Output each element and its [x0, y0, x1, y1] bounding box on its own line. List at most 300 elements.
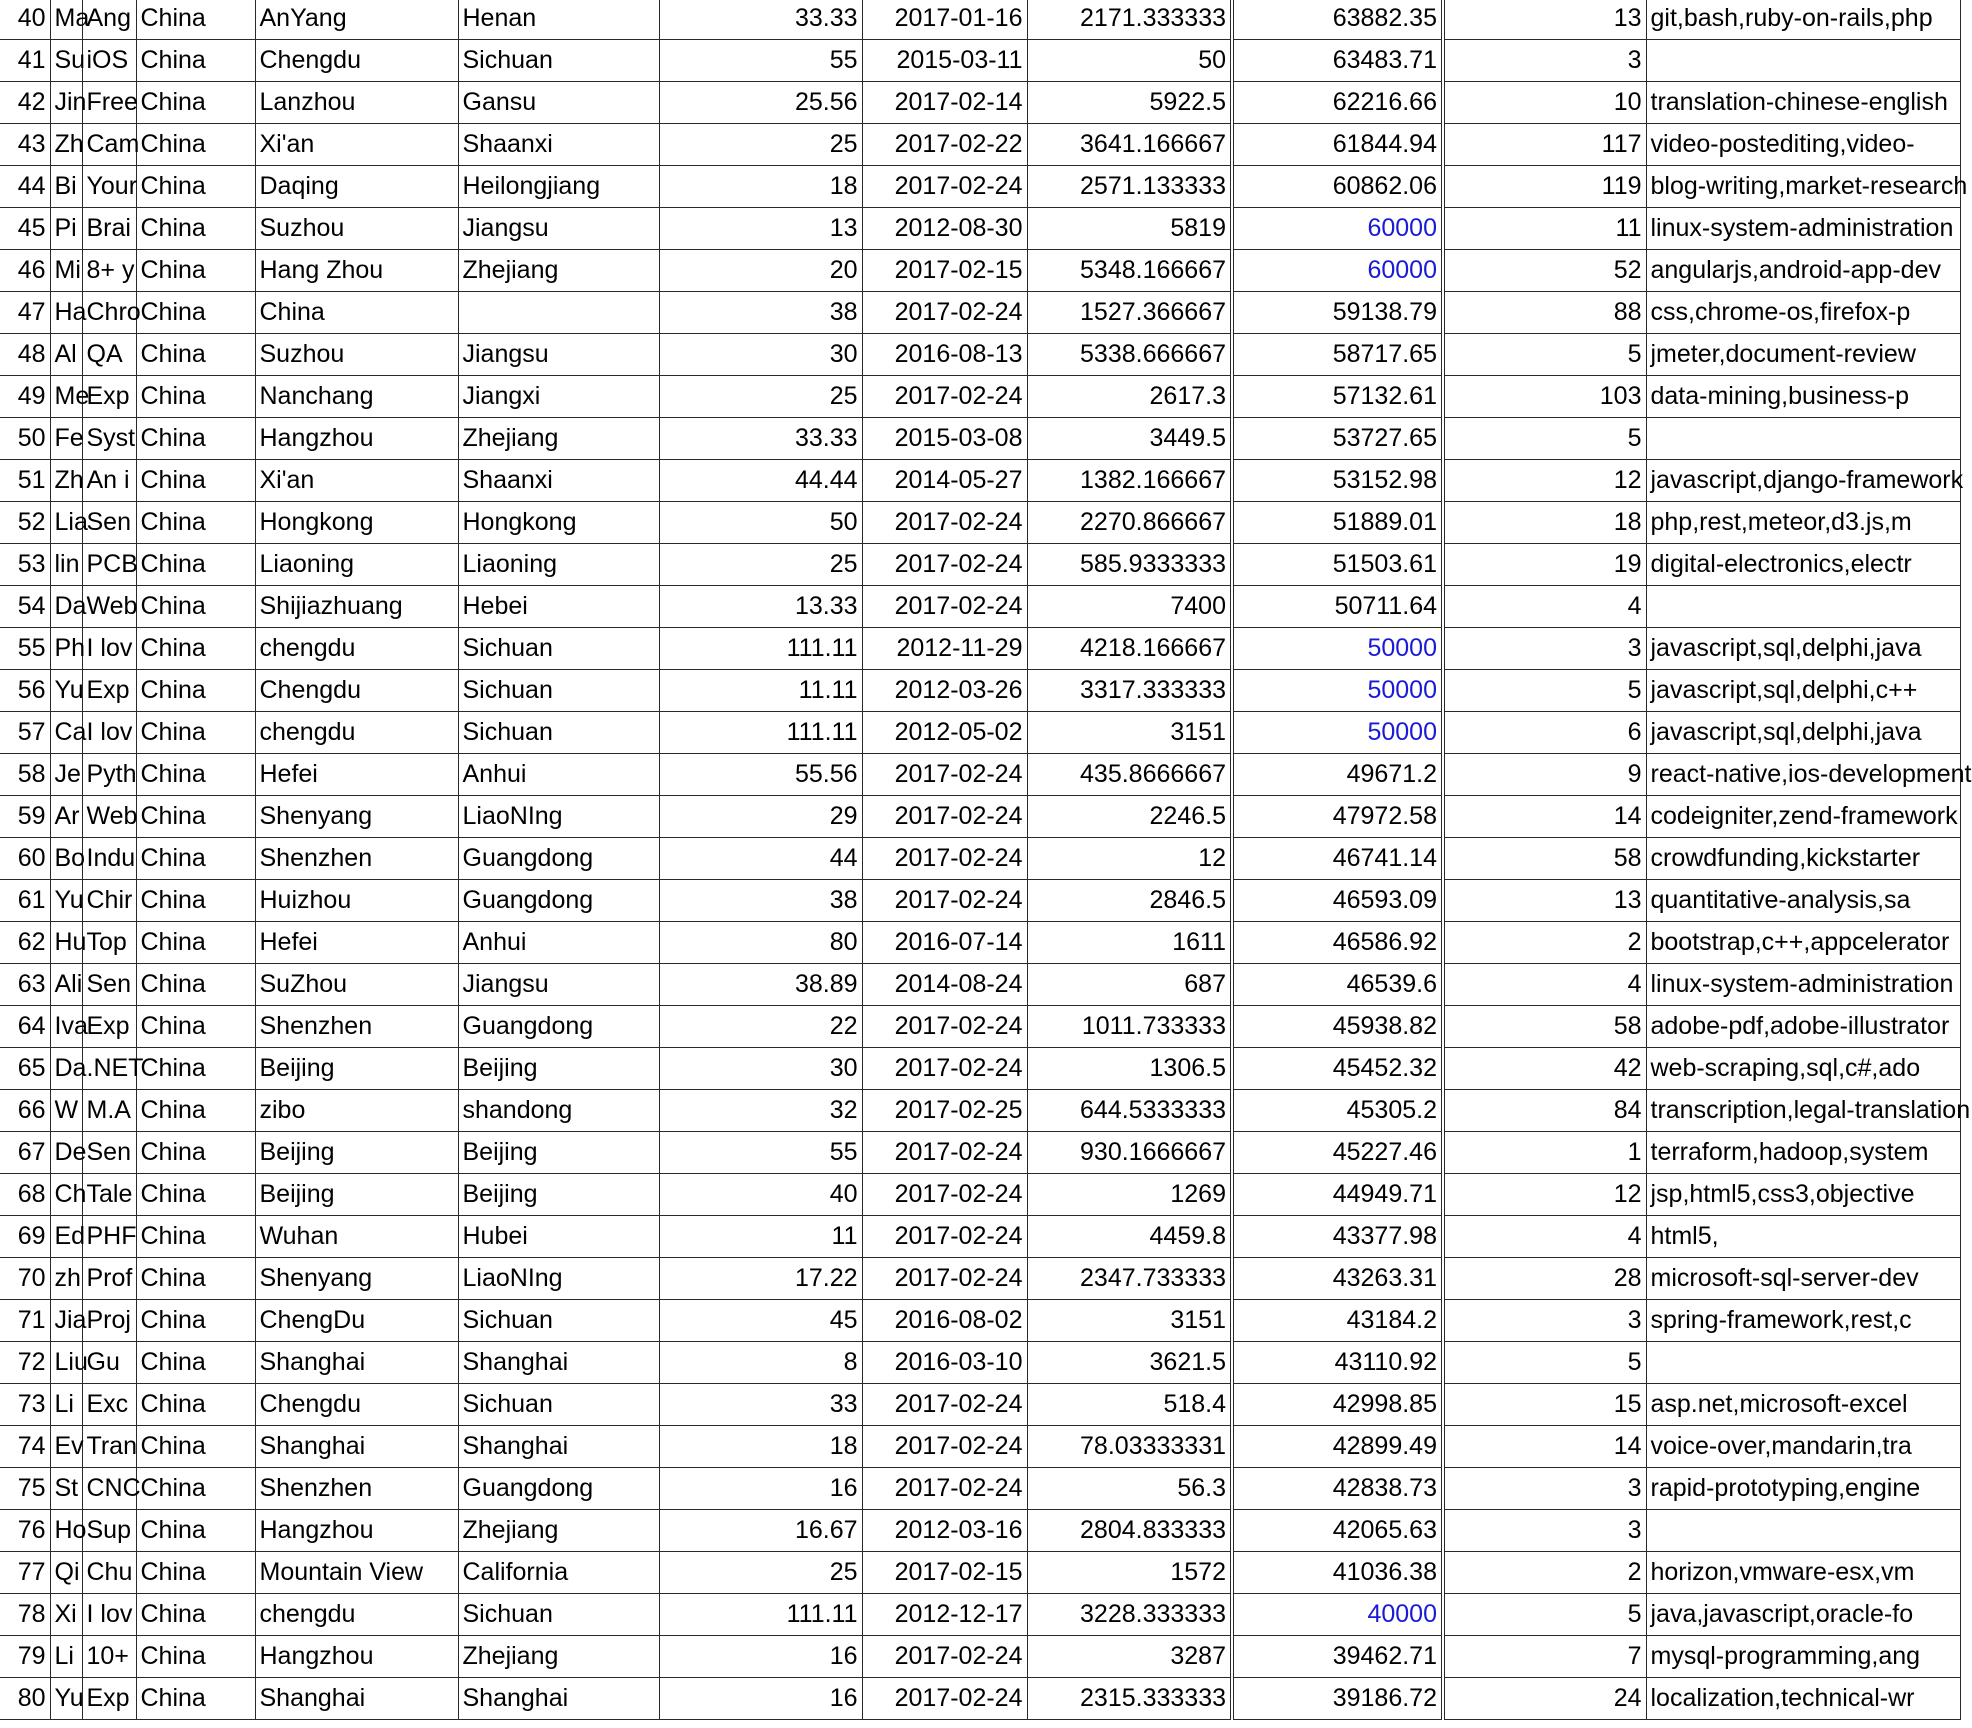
city-cell[interactable]: Shenyang: [255, 1258, 458, 1300]
table-row[interactable]: [0, 628, 1960, 670]
row-number-cell[interactable]: 60: [0, 838, 50, 880]
skills-cell[interactable]: javascript,django-framework: [1646, 460, 1960, 502]
province-cell[interactable]: Zhejiang: [458, 1510, 659, 1552]
hours-cell[interactable]: 3287: [1027, 1636, 1232, 1678]
skills-cell[interactable]: jmeter,document-review: [1646, 334, 1960, 376]
name-cell[interactable]: Je: [50, 754, 82, 796]
jobs-cell[interactable]: 4: [1443, 964, 1646, 1006]
table-row[interactable]: [0, 1426, 1960, 1468]
hourly-rate-cell[interactable]: 13.33: [659, 586, 862, 628]
city-cell[interactable]: Daqing: [255, 166, 458, 208]
name-cell[interactable]: Pi: [50, 208, 82, 250]
earnings-cell[interactable]: 42838.73: [1232, 1468, 1443, 1510]
jobs-cell[interactable]: 2: [1443, 922, 1646, 964]
table-row[interactable]: [0, 880, 1960, 922]
table-row[interactable]: [0, 1090, 1960, 1132]
hourly-rate-cell[interactable]: 20: [659, 250, 862, 292]
table-row[interactable]: [0, 166, 1960, 208]
hours-cell[interactable]: 4218.166667: [1027, 628, 1232, 670]
date-cell[interactable]: 2016-07-14: [862, 922, 1027, 964]
table-row[interactable]: [0, 1132, 1960, 1174]
province-cell[interactable]: Hongkong: [458, 502, 659, 544]
name-cell[interactable]: Ho: [50, 1510, 82, 1552]
title-cell[interactable]: Exp: [82, 1678, 136, 1720]
city-cell[interactable]: Lanzhou: [255, 82, 458, 124]
hourly-rate-cell[interactable]: 38.89: [659, 964, 862, 1006]
city-cell[interactable]: chengdu: [255, 1594, 458, 1636]
jobs-cell[interactable]: 14: [1443, 796, 1646, 838]
name-cell[interactable]: Da: [50, 586, 82, 628]
country-cell[interactable]: China: [136, 712, 255, 754]
name-cell[interactable]: Su: [50, 40, 82, 82]
name-cell[interactable]: Zh: [50, 460, 82, 502]
country-cell[interactable]: China: [136, 1132, 255, 1174]
skills-cell[interactable]: crowdfunding,kickstarter: [1646, 838, 1960, 880]
row-number-cell[interactable]: 74: [0, 1426, 50, 1468]
hours-cell[interactable]: 1527.366667: [1027, 292, 1232, 334]
hours-cell[interactable]: 2315.333333: [1027, 1678, 1232, 1720]
jobs-cell[interactable]: 19: [1443, 544, 1646, 586]
name-cell[interactable]: Ali: [50, 964, 82, 1006]
name-cell[interactable]: Ch: [50, 1174, 82, 1216]
country-cell[interactable]: China: [136, 670, 255, 712]
jobs-cell[interactable]: 28: [1443, 1258, 1646, 1300]
country-cell[interactable]: China: [136, 1636, 255, 1678]
title-cell[interactable]: An i: [82, 460, 136, 502]
jobs-cell[interactable]: 52: [1443, 250, 1646, 292]
name-cell[interactable]: lin: [50, 544, 82, 586]
skills-cell[interactable]: javascript,sql,delphi,java: [1646, 712, 1960, 754]
earnings-cell[interactable]: 39186.72: [1232, 1678, 1443, 1720]
province-cell[interactable]: Beijing: [458, 1048, 659, 1090]
table-row[interactable]: [0, 1342, 1960, 1384]
country-cell[interactable]: China: [136, 838, 255, 880]
jobs-cell[interactable]: 117: [1443, 124, 1646, 166]
row-number-cell[interactable]: 49: [0, 376, 50, 418]
city-cell[interactable]: Chengdu: [255, 1384, 458, 1426]
earnings-cell[interactable]: 61844.94: [1232, 124, 1443, 166]
title-cell[interactable]: Sen: [82, 964, 136, 1006]
city-cell[interactable]: Shanghai: [255, 1342, 458, 1384]
country-cell[interactable]: China: [136, 1384, 255, 1426]
name-cell[interactable]: Zh: [50, 124, 82, 166]
hourly-rate-cell[interactable]: 38: [659, 880, 862, 922]
city-cell[interactable]: Hefei: [255, 922, 458, 964]
table-row[interactable]: [0, 754, 1960, 796]
city-cell[interactable]: Hangzhou: [255, 418, 458, 460]
hours-cell[interactable]: 2571.133333: [1027, 166, 1232, 208]
table-row[interactable]: [0, 418, 1960, 460]
province-cell[interactable]: Guangdong: [458, 1468, 659, 1510]
skills-cell[interactable]: bootstrap,c++,appcelerator: [1646, 922, 1960, 964]
name-cell[interactable]: zh: [50, 1258, 82, 1300]
hours-cell[interactable]: 5922.5: [1027, 82, 1232, 124]
skills-cell[interactable]: microsoft-sql-server-dev: [1646, 1258, 1960, 1300]
skills-cell[interactable]: adobe-pdf,adobe-illustrator: [1646, 1006, 1960, 1048]
skills-cell[interactable]: javascript,sql,delphi,c++: [1646, 670, 1960, 712]
table-row[interactable]: [0, 40, 1960, 82]
country-cell[interactable]: China: [136, 754, 255, 796]
city-cell[interactable]: Liaoning: [255, 544, 458, 586]
hourly-rate-cell[interactable]: 29: [659, 796, 862, 838]
date-cell[interactable]: 2017-02-24: [862, 1132, 1027, 1174]
earnings-cell[interactable]: 53727.65: [1232, 418, 1443, 460]
row-number-cell[interactable]: 79: [0, 1636, 50, 1678]
hourly-rate-cell[interactable]: 55: [659, 40, 862, 82]
row-number-cell[interactable]: 64: [0, 1006, 50, 1048]
hourly-rate-cell[interactable]: 33: [659, 1384, 862, 1426]
table-row[interactable]: [0, 82, 1960, 124]
date-cell[interactable]: 2012-11-29: [862, 628, 1027, 670]
city-cell[interactable]: SuZhou: [255, 964, 458, 1006]
date-cell[interactable]: 2015-03-08: [862, 418, 1027, 460]
province-cell[interactable]: Sichuan: [458, 40, 659, 82]
city-cell[interactable]: Mountain View: [255, 1552, 458, 1594]
table-row[interactable]: [0, 124, 1960, 166]
hourly-rate-cell[interactable]: 111.11: [659, 1594, 862, 1636]
province-cell[interactable]: Shaanxi: [458, 124, 659, 166]
table-row[interactable]: [0, 250, 1960, 292]
jobs-cell[interactable]: 42: [1443, 1048, 1646, 1090]
province-cell[interactable]: Shanghai: [458, 1342, 659, 1384]
table-row[interactable]: [0, 670, 1960, 712]
province-cell[interactable]: Guangdong: [458, 1006, 659, 1048]
jobs-cell[interactable]: 4: [1443, 1216, 1646, 1258]
earnings-cell[interactable]: 42065.63: [1232, 1510, 1443, 1552]
row-number-cell[interactable]: 62: [0, 922, 50, 964]
table-row[interactable]: [0, 1384, 1960, 1426]
title-cell[interactable]: .NET: [82, 1048, 136, 1090]
hours-cell[interactable]: 5338.666667: [1027, 334, 1232, 376]
hourly-rate-cell[interactable]: 55.56: [659, 754, 862, 796]
hourly-rate-cell[interactable]: 17.22: [659, 1258, 862, 1300]
city-cell[interactable]: Hongkong: [255, 502, 458, 544]
row-number-cell[interactable]: 41: [0, 40, 50, 82]
province-cell[interactable]: Beijing: [458, 1174, 659, 1216]
earnings-cell[interactable]: 58717.65: [1232, 334, 1443, 376]
date-cell[interactable]: 2017-02-24: [862, 502, 1027, 544]
title-cell[interactable]: I lov: [82, 1594, 136, 1636]
name-cell[interactable]: Yu: [50, 670, 82, 712]
row-number-cell[interactable]: 57: [0, 712, 50, 754]
name-cell[interactable]: Qi: [50, 1552, 82, 1594]
row-number-cell[interactable]: 73: [0, 1384, 50, 1426]
row-number-cell[interactable]: 70: [0, 1258, 50, 1300]
earnings-cell[interactable]: 43184.2: [1232, 1300, 1443, 1342]
province-cell[interactable]: Sichuan: [458, 1300, 659, 1342]
date-cell[interactable]: 2012-12-17: [862, 1594, 1027, 1636]
jobs-cell[interactable]: 5: [1443, 418, 1646, 460]
hourly-rate-cell[interactable]: 55: [659, 1132, 862, 1174]
country-cell[interactable]: China: [136, 334, 255, 376]
hours-cell[interactable]: 4459.8: [1027, 1216, 1232, 1258]
hourly-rate-cell[interactable]: 25: [659, 544, 862, 586]
hourly-rate-cell[interactable]: 16: [659, 1636, 862, 1678]
date-cell[interactable]: 2016-03-10: [862, 1342, 1027, 1384]
skills-cell[interactable]: rapid-prototyping,engine: [1646, 1468, 1960, 1510]
row-number-cell[interactable]: 61: [0, 880, 50, 922]
country-cell[interactable]: China: [136, 1594, 255, 1636]
row-number-cell[interactable]: 53: [0, 544, 50, 586]
row-number-cell[interactable]: 78: [0, 1594, 50, 1636]
date-cell[interactable]: 2012-05-02: [862, 712, 1027, 754]
country-cell[interactable]: China: [136, 1174, 255, 1216]
hourly-rate-cell[interactable]: 111.11: [659, 628, 862, 670]
hours-cell[interactable]: 2804.833333: [1027, 1510, 1232, 1552]
earnings-cell[interactable]: 46741.14: [1232, 838, 1443, 880]
hours-cell[interactable]: 3228.333333: [1027, 1594, 1232, 1636]
hours-cell[interactable]: 1306.5: [1027, 1048, 1232, 1090]
title-cell[interactable]: Chir: [82, 880, 136, 922]
jobs-cell[interactable]: 10: [1443, 82, 1646, 124]
country-cell[interactable]: China: [136, 502, 255, 544]
country-cell[interactable]: China: [136, 1300, 255, 1342]
row-number-cell[interactable]: 67: [0, 1132, 50, 1174]
province-cell[interactable]: shandong: [458, 1090, 659, 1132]
skills-cell[interactable]: angularjs,android-app-dev: [1646, 250, 1960, 292]
hours-cell[interactable]: 2171.333333: [1027, 0, 1232, 40]
hours-cell[interactable]: 3151: [1027, 712, 1232, 754]
jobs-cell[interactable]: 88: [1443, 292, 1646, 334]
row-number-cell[interactable]: 55: [0, 628, 50, 670]
skills-cell[interactable]: [1646, 586, 1960, 628]
earnings-cell[interactable]: 50711.64: [1232, 586, 1443, 628]
title-cell[interactable]: Tran: [82, 1426, 136, 1468]
title-cell[interactable]: Proj: [82, 1300, 136, 1342]
country-cell[interactable]: China: [136, 376, 255, 418]
title-cell[interactable]: Tale: [82, 1174, 136, 1216]
country-cell[interactable]: China: [136, 1342, 255, 1384]
title-cell[interactable]: Web: [82, 586, 136, 628]
date-cell[interactable]: 2017-02-24: [862, 1678, 1027, 1720]
hours-cell[interactable]: 2270.866667: [1027, 502, 1232, 544]
skills-cell[interactable]: terraform,hadoop,system: [1646, 1132, 1960, 1174]
city-cell[interactable]: Beijing: [255, 1174, 458, 1216]
skills-cell[interactable]: linux-system-administration: [1646, 964, 1960, 1006]
date-cell[interactable]: 2017-02-25: [862, 1090, 1027, 1132]
title-cell[interactable]: Exc: [82, 1384, 136, 1426]
table-row[interactable]: [0, 1636, 1960, 1678]
row-number-cell[interactable]: 56: [0, 670, 50, 712]
date-cell[interactable]: 2017-01-16: [862, 0, 1027, 40]
hourly-rate-cell[interactable]: 18: [659, 1426, 862, 1468]
jobs-cell[interactable]: 11: [1443, 208, 1646, 250]
province-cell[interactable]: Sichuan: [458, 1384, 659, 1426]
city-cell[interactable]: Hang Zhou: [255, 250, 458, 292]
province-cell[interactable]: Guangdong: [458, 880, 659, 922]
earnings-cell[interactable]: 42998.85: [1232, 1384, 1443, 1426]
name-cell[interactable]: Al: [50, 334, 82, 376]
hourly-rate-cell[interactable]: 22: [659, 1006, 862, 1048]
row-number-cell[interactable]: 66: [0, 1090, 50, 1132]
earnings-cell[interactable]: 45227.46: [1232, 1132, 1443, 1174]
name-cell[interactable]: Bi: [50, 166, 82, 208]
earnings-cell[interactable]: 43263.31: [1232, 1258, 1443, 1300]
name-cell[interactable]: Mi: [50, 250, 82, 292]
country-cell[interactable]: China: [136, 1552, 255, 1594]
skills-cell[interactable]: spring-framework,rest,c: [1646, 1300, 1960, 1342]
table-row[interactable]: [0, 376, 1960, 418]
date-cell[interactable]: 2017-02-24: [862, 754, 1027, 796]
name-cell[interactable]: Bo: [50, 838, 82, 880]
title-cell[interactable]: Exp: [82, 670, 136, 712]
name-cell[interactable]: Ph: [50, 628, 82, 670]
date-cell[interactable]: 2017-02-24: [862, 838, 1027, 880]
city-cell[interactable]: zibo: [255, 1090, 458, 1132]
country-cell[interactable]: China: [136, 1048, 255, 1090]
name-cell[interactable]: Lia: [50, 502, 82, 544]
earnings-cell[interactable]: 50000: [1232, 628, 1443, 670]
jobs-cell[interactable]: 58: [1443, 838, 1646, 880]
skills-cell[interactable]: java,javascript,oracle-fo: [1646, 1594, 1960, 1636]
jobs-cell[interactable]: 5: [1443, 1594, 1646, 1636]
hourly-rate-cell[interactable]: 13: [659, 208, 862, 250]
country-cell[interactable]: China: [136, 1510, 255, 1552]
title-cell[interactable]: Exp: [82, 1006, 136, 1048]
date-cell[interactable]: 2017-02-15: [862, 250, 1027, 292]
earnings-cell[interactable]: 62216.66: [1232, 82, 1443, 124]
hours-cell[interactable]: 644.5333333: [1027, 1090, 1232, 1132]
row-number-cell[interactable]: 51: [0, 460, 50, 502]
table-row[interactable]: [0, 1594, 1960, 1636]
province-cell[interactable]: Liaoning: [458, 544, 659, 586]
date-cell[interactable]: 2012-03-26: [862, 670, 1027, 712]
country-cell[interactable]: China: [136, 418, 255, 460]
row-number-cell[interactable]: 43: [0, 124, 50, 166]
row-number-cell[interactable]: 52: [0, 502, 50, 544]
jobs-cell[interactable]: 2: [1443, 1552, 1646, 1594]
table-row[interactable]: [0, 1678, 1960, 1720]
earnings-cell[interactable]: 45938.82: [1232, 1006, 1443, 1048]
date-cell[interactable]: 2012-08-30: [862, 208, 1027, 250]
earnings-cell[interactable]: 50000: [1232, 670, 1443, 712]
province-cell[interactable]: Beijing: [458, 1132, 659, 1174]
table-row[interactable]: [0, 1300, 1960, 1342]
date-cell[interactable]: 2017-02-24: [862, 1384, 1027, 1426]
hours-cell[interactable]: 1611: [1027, 922, 1232, 964]
jobs-cell[interactable]: 12: [1443, 1174, 1646, 1216]
jobs-cell[interactable]: 4: [1443, 586, 1646, 628]
jobs-cell[interactable]: 5: [1443, 670, 1646, 712]
hourly-rate-cell[interactable]: 16: [659, 1468, 862, 1510]
row-number-cell[interactable]: 69: [0, 1216, 50, 1258]
name-cell[interactable]: Fe: [50, 418, 82, 460]
hours-cell[interactable]: 3151: [1027, 1300, 1232, 1342]
province-cell[interactable]: [458, 292, 659, 334]
jobs-cell[interactable]: 3: [1443, 628, 1646, 670]
name-cell[interactable]: Xi: [50, 1594, 82, 1636]
table-row[interactable]: [0, 1552, 1960, 1594]
province-cell[interactable]: Shanghai: [458, 1426, 659, 1468]
country-cell[interactable]: China: [136, 1258, 255, 1300]
province-cell[interactable]: Jiangsu: [458, 208, 659, 250]
jobs-cell[interactable]: 5: [1443, 1342, 1646, 1384]
hourly-rate-cell[interactable]: 33.33: [659, 0, 862, 40]
row-number-cell[interactable]: 76: [0, 1510, 50, 1552]
city-cell[interactable]: Shanghai: [255, 1678, 458, 1720]
row-number-cell[interactable]: 58: [0, 754, 50, 796]
jobs-cell[interactable]: 9: [1443, 754, 1646, 796]
earnings-cell[interactable]: 53152.98: [1232, 460, 1443, 502]
row-number-cell[interactable]: 68: [0, 1174, 50, 1216]
jobs-cell[interactable]: 6: [1443, 712, 1646, 754]
title-cell[interactable]: Top: [82, 922, 136, 964]
jobs-cell[interactable]: 24: [1443, 1678, 1646, 1720]
country-cell[interactable]: China: [136, 82, 255, 124]
table-row[interactable]: [0, 460, 1960, 502]
city-cell[interactable]: Shanghai: [255, 1426, 458, 1468]
country-cell[interactable]: China: [136, 208, 255, 250]
city-cell[interactable]: Wuhan: [255, 1216, 458, 1258]
earnings-cell[interactable]: 59138.79: [1232, 292, 1443, 334]
title-cell[interactable]: M.A: [82, 1090, 136, 1132]
province-cell[interactable]: Sichuan: [458, 628, 659, 670]
earnings-cell[interactable]: 46586.92: [1232, 922, 1443, 964]
hours-cell[interactable]: 78.03333331: [1027, 1426, 1232, 1468]
earnings-cell[interactable]: 50000: [1232, 712, 1443, 754]
hourly-rate-cell[interactable]: 16: [659, 1678, 862, 1720]
province-cell[interactable]: Heilongjiang: [458, 166, 659, 208]
hours-cell[interactable]: 1269: [1027, 1174, 1232, 1216]
table-row[interactable]: [0, 1006, 1960, 1048]
province-cell[interactable]: Anhui: [458, 922, 659, 964]
skills-cell[interactable]: translation-chinese-english: [1646, 82, 1960, 124]
hourly-rate-cell[interactable]: 18: [659, 166, 862, 208]
title-cell[interactable]: Indu: [82, 838, 136, 880]
row-number-cell[interactable]: 63: [0, 964, 50, 1006]
title-cell[interactable]: 10+: [82, 1636, 136, 1678]
skills-cell[interactable]: mysql-programming,ang: [1646, 1636, 1960, 1678]
title-cell[interactable]: QA: [82, 334, 136, 376]
skills-cell[interactable]: digital-electronics,electr: [1646, 544, 1960, 586]
date-cell[interactable]: 2017-02-24: [862, 376, 1027, 418]
name-cell[interactable]: Ar: [50, 796, 82, 838]
hours-cell[interactable]: 687: [1027, 964, 1232, 1006]
earnings-cell[interactable]: 40000: [1232, 1594, 1443, 1636]
date-cell[interactable]: 2014-05-27: [862, 460, 1027, 502]
country-cell[interactable]: China: [136, 40, 255, 82]
city-cell[interactable]: chengdu: [255, 712, 458, 754]
city-cell[interactable]: Beijing: [255, 1048, 458, 1090]
name-cell[interactable]: Da: [50, 1048, 82, 1090]
skills-cell[interactable]: react-native,ios-development: [1646, 754, 1960, 796]
province-cell[interactable]: Sichuan: [458, 670, 659, 712]
province-cell[interactable]: Hubei: [458, 1216, 659, 1258]
province-cell[interactable]: Sichuan: [458, 712, 659, 754]
earnings-cell[interactable]: 46539.6: [1232, 964, 1443, 1006]
table-row[interactable]: [0, 1258, 1960, 1300]
province-cell[interactable]: Zhejiang: [458, 418, 659, 460]
hourly-rate-cell[interactable]: 8: [659, 1342, 862, 1384]
city-cell[interactable]: Shijiazhuang: [255, 586, 458, 628]
title-cell[interactable]: I lov: [82, 712, 136, 754]
earnings-cell[interactable]: 45305.2: [1232, 1090, 1443, 1132]
earnings-cell[interactable]: 44949.71: [1232, 1174, 1443, 1216]
city-cell[interactable]: Xi'an: [255, 124, 458, 166]
province-cell[interactable]: LiaoNIng: [458, 796, 659, 838]
title-cell[interactable]: Syst: [82, 418, 136, 460]
hours-cell[interactable]: 12: [1027, 838, 1232, 880]
earnings-cell[interactable]: 46593.09: [1232, 880, 1443, 922]
table-row[interactable]: [0, 712, 1960, 754]
city-cell[interactable]: Chengdu: [255, 670, 458, 712]
skills-cell[interactable]: quantitative-analysis,sa: [1646, 880, 1960, 922]
date-cell[interactable]: 2017-02-24: [862, 1258, 1027, 1300]
name-cell[interactable]: Jin: [50, 82, 82, 124]
province-cell[interactable]: Zhejiang: [458, 250, 659, 292]
country-cell[interactable]: China: [136, 460, 255, 502]
table-row[interactable]: [0, 1048, 1960, 1090]
